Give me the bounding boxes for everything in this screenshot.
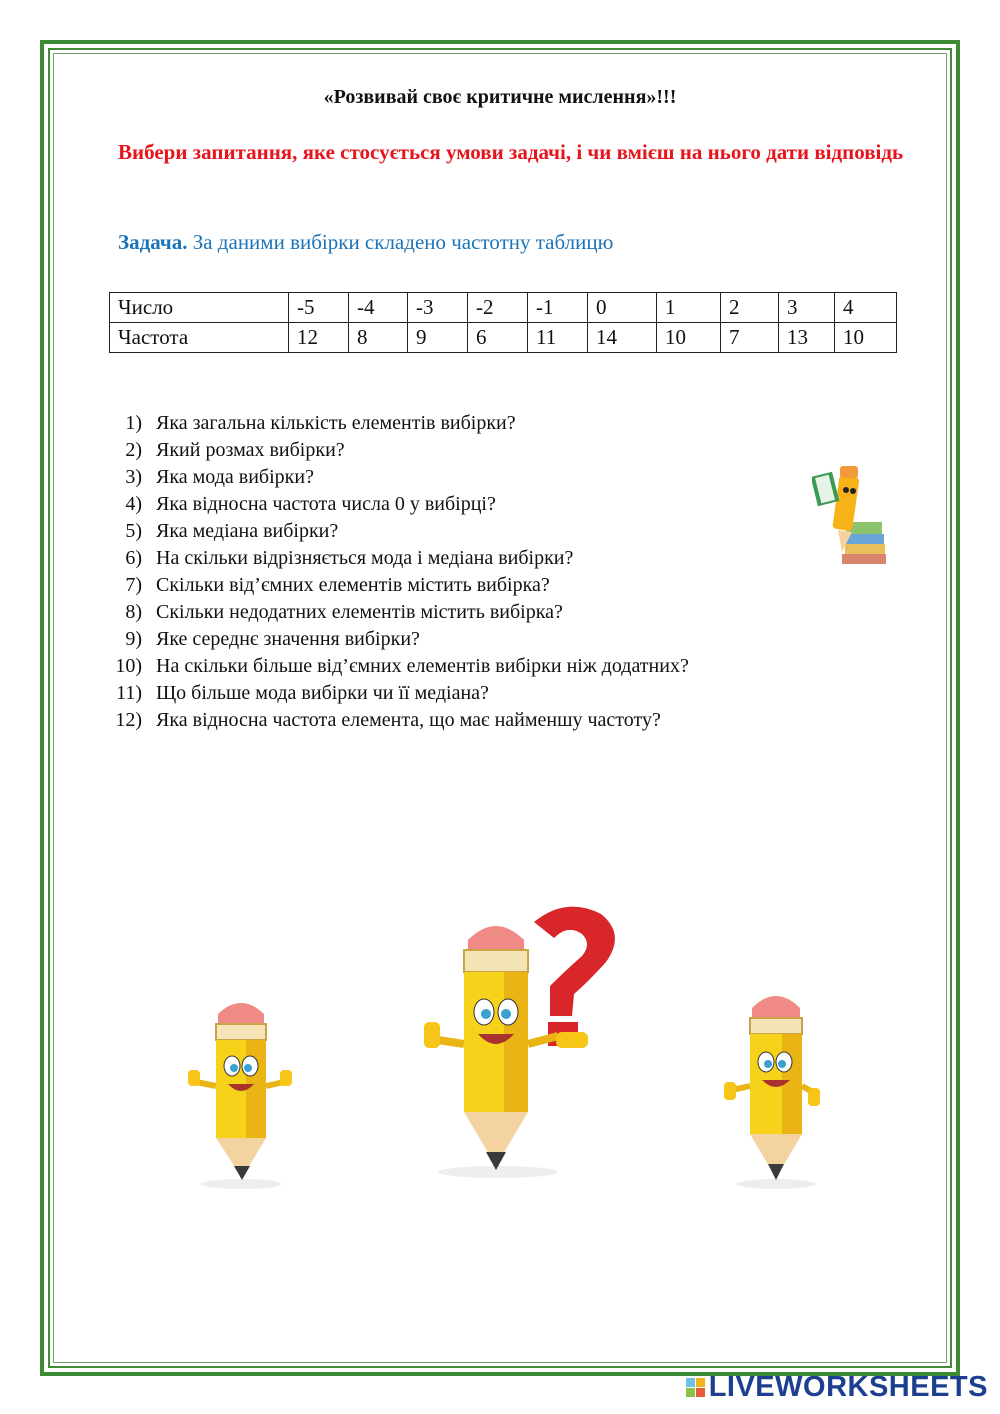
brand-name: LIVEWORKSHEETS [708, 1371, 988, 1403]
list-item: 8) Скільки недодатних елементів містить вибірка? [125, 601, 563, 623]
list-item: 4) Яка відносна частота числа 0 у вибірці? [125, 493, 496, 515]
reading-pencil-icon [812, 462, 888, 574]
pencil-character-right-icon [720, 986, 824, 1194]
table-row-numbers [110, 293, 897, 323]
table-cell: 4 [835, 293, 897, 323]
frequency-table [109, 292, 897, 353]
table-header-cell: Частота [110, 323, 289, 353]
task-statement [118, 230, 613, 255]
table-cell: 11 [528, 323, 588, 353]
question-list [100, 410, 689, 734]
list-item: 2) Який розмах вибірки? [125, 439, 345, 461]
table-cell: 9 [408, 323, 468, 353]
pencil-question-character-icon [416, 904, 626, 1184]
table-cell: 10 [835, 323, 897, 353]
table-cell: 2 [721, 293, 779, 323]
table-cell: 1 [657, 293, 721, 323]
table-header-cell: Число [110, 293, 289, 323]
liveworksheets-logo [686, 1371, 988, 1404]
pencil-character-left-icon [186, 994, 296, 1194]
list-item: 3) Яка мода вибірки? [125, 466, 314, 488]
task-label: Задача. [118, 230, 188, 254]
table-cell: -5 [289, 293, 349, 323]
table-cell: -1 [528, 293, 588, 323]
table-cell: 12 [289, 323, 349, 353]
table-row-frequencies [110, 323, 897, 353]
table-cell: 7 [721, 323, 779, 353]
list-item: 7) Скільки від’ємних елементів містить вибірка? [125, 574, 550, 596]
worksheet-title: «Розвивай своє критичне мислення»!!! [323, 86, 677, 108]
table-cell: 3 [779, 293, 835, 323]
brand-mark-icon [686, 1378, 705, 1397]
list-item: 10) На скільки більше від’ємних елементів вибірки ніж додатних? [115, 655, 689, 677]
list-item: 6) На скільки відрізняється мода і медіана вибірки? [125, 547, 574, 569]
table-cell: -3 [408, 293, 468, 323]
list-item: 12) Яка відносна частота елемента, що має найменшу частоту? [115, 709, 661, 731]
list-item: 1) Яка загальна кількість елементів вибірки? [125, 412, 516, 434]
list-item: 11) Що більше мода вибірки чи її медіана? [116, 682, 489, 704]
table-cell: 10 [657, 323, 721, 353]
table-cell: -2 [468, 293, 528, 323]
instruction-text: Вибери запитання, яке стосується умови задачі, і чи вмієш на нього дати відповідь [118, 140, 904, 164]
task-text: За даними вибірки складено частотну таблицю [187, 230, 614, 254]
table-cell: 8 [349, 323, 408, 353]
table-cell: 14 [588, 323, 657, 353]
table-cell: 6 [468, 323, 528, 353]
table-cell: 13 [779, 323, 835, 353]
list-item: 5) Яка медіана вибірки? [125, 520, 339, 542]
table-cell: -4 [349, 293, 408, 323]
table-cell: 0 [588, 293, 657, 323]
list-item: 9) Яке середнє значення вибірки? [125, 628, 420, 650]
